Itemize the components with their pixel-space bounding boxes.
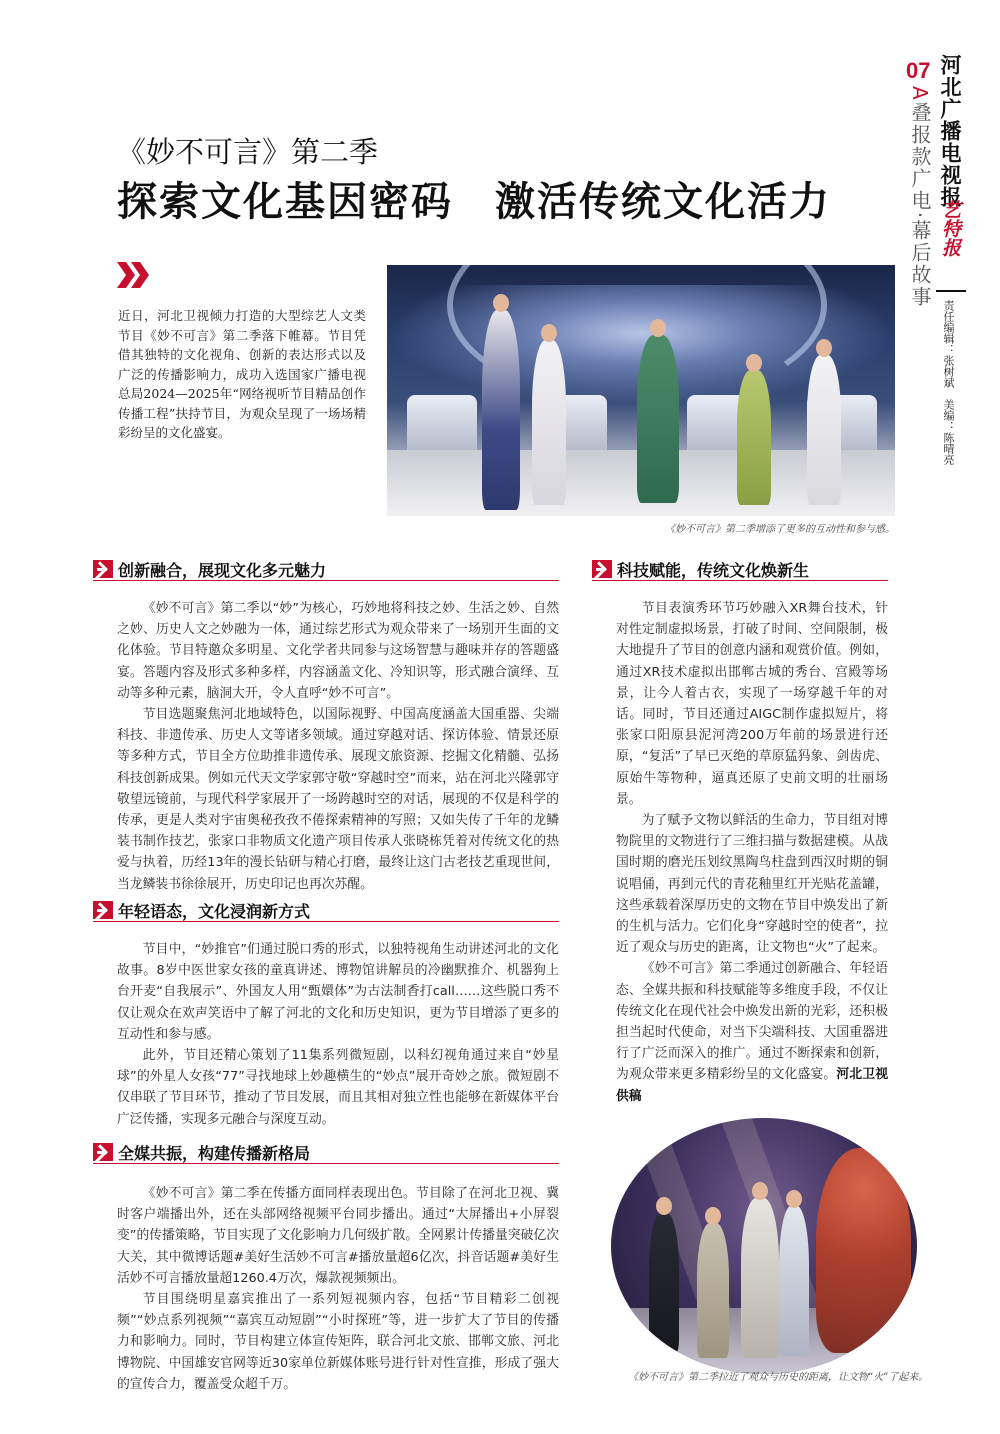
paragraph: 节目中，“妙推官”们通过脱口秀的形式，以独特视角生动讲述河北的文化故事。8岁中医世家女孩的童真讲述、博物馆讲解员的冷幽默推介、机器狗上台开麦“自我展示”、外国友人用“甄嬛体”为古法制香打call……这些脱口秀不仅让观众在欢声笑语中了解了河北的文化和历史知识，更为节目增添了更多的互动性和参与感。	[117, 942, 559, 1042]
page-number: 07	[906, 58, 931, 83]
paragraph: 节目选题聚焦河北地域特色，以国际视野、中国高度涵盖大国重器、尖端科技、非遗传承、历史人文等诸多领域。通过穿越对话、探访体验、情景还原等多种方式，节目全方位助推非遗传承、展现文旅资源、挖掘文化精髓、弘扬科技创新成果。例如元代天文学家郭守敬“穿越时空”而来，站在河北兴隆郭守敬望远镜前，与现代科学家展开了一场跨越时空的对话，展现的不仅是科学的传承，更是人类对宇宙奥秘孜孜不倦探索精神的写照；又如失传了千年的龙鳞装书制作技艺，张家口非物质文化遗产项目传承人张晓栋凭着对传统文化的热爱与执着，历经13年的漫长钻研与精心打磨，最终让这门古老技艺重现世间，当龙鳞装书徐徐展开，历史印记也再次苏醒。	[117, 707, 559, 892]
section-body-youth	[117, 939, 559, 1130]
section-heading-text: 创新融合，展现文化多元魅力	[118, 560, 327, 580]
section-heading-text: 年轻语态，文化浸润新方式	[118, 901, 311, 921]
paragraph-with-credit	[616, 958, 888, 1106]
photo-caption-bottom: 《妙不可言》第二季拉近了观众与历史的距离，让文物“火”了起来。	[628, 1372, 929, 1383]
section-body-tech	[616, 598, 888, 1107]
article-credit: 河北卫视供稿	[616, 1067, 889, 1104]
section-heading-innovation	[93, 558, 559, 580]
stage-photo-top	[387, 265, 895, 516]
section-heading-text: 科技赋能，传统文化焕新生	[617, 560, 810, 580]
section-heading-tech	[592, 558, 888, 580]
section-heading-media	[93, 1141, 559, 1163]
editors-credit: 责任编辑：张树斌 美编：陈晴亮	[942, 300, 955, 465]
masthead-rule	[936, 290, 966, 292]
paragraph: 此外，节目还精心策划了11集系列微短剧，以科幻视角通过来自“妙星球”的外星人女孩“77”寻找地球上妙趣横生的“妙点”展开奇妙之旅。微短剧不仅串联了节目环节，推动了节目发展，而且其相对独立性也能够在新媒体平台广泛传播，实现多元融合与深度互动。	[117, 1048, 559, 1127]
section-body-media	[117, 1183, 559, 1395]
column-name: 艺特报	[939, 200, 961, 257]
headline-title: 探索文化基因密码 激活传统文化活力	[117, 178, 831, 225]
headline-subtitle: 《妙不可言》第二季	[117, 135, 379, 169]
paragraph: 节目围绕明星嘉宾推出了一系列短视频内容，包括“节目精彩二创视频”“妙点系列视频”“嘉宾互动短剧”“小时探班”等，进一步扩大了节目的传播力和影响力。同时，节目构建立体宣传矩阵，联合河北文旅、邯郸文旅、河北博物院、中国雄安官网等近30家单位新媒体账号进行针对性宣推，形成了强大的宣传合力，覆盖受众超千万。	[117, 1292, 559, 1392]
arrow-marker-icon	[93, 560, 113, 578]
edition-text: 叠报款广电·幕后故事	[908, 101, 932, 309]
stage-photo-round	[611, 1118, 917, 1374]
edition-letter: A	[908, 86, 932, 102]
arrow-marker-icon	[93, 1143, 113, 1161]
paragraph-text: 《妙不可言》第二季通过创新融合、年轻语态、全媒共振和科技赋能等多维度手段，不仅让传统文化在现代社会中焕发出新的光彩，还积极担当起时代使命，对当下尖端科技、大国重器进行了广泛而深入的推广。通过不断探索和创新，为观众带来更多精彩纷呈的文化盛宴。	[616, 961, 888, 1083]
paragraph: 为了赋予文物以鲜活的生命力，节目组对博物院里的文物进行了三维扫描与数据建模。从战国时期的磨光压划纹黑陶鸟柱盘到西汉时期的铜说唱俑，再到元代的青花釉里红开光贴花盖罐，这些承载着深厚历史的文物在节目中焕发出了新的生机与活力。它们化身“穿越时空的使者”，拉近了观众与历史的距离，让文物也“火”了起来。	[616, 813, 888, 956]
paper-name: 河北广播电视报	[938, 54, 963, 208]
section-body-innovation	[117, 598, 559, 895]
lead-paragraph: 近日，河北卫视倾力打造的大型综艺人文类节目《妙不可言》第二季落下帷幕。节目凭借其独特的文化视角、创新的表达形式以及广泛的传播影响力，成功入选国家广播电视总局2024—2025年“网络视听节目精品创作传播工程”扶持节目，为观众呈现了一场场精彩纷呈的文化盛宴。	[118, 308, 366, 440]
paragraph: 节目表演秀环节巧妙融入XR舞台技术，针对性定制虚拟场景，打破了时间、空间限制，极大地提升了节目的创意内涵和观赏价值。例如，通过XR技术虚拟出邯郸古城的秀台、宫殿等场景，让今人着古衣，实现了一场穿越千年的对话。同时，节目还通过AIGC制作虚拟短片，将张家口阳原县泥河湾200万年前的场景进行还原，“复活”了早已灭绝的草原猛犸象、剑齿虎、原始牛等物种，逼真还原了史前文明的壮丽场景。	[616, 601, 888, 807]
edition-label	[906, 86, 934, 308]
section-heading-youth	[93, 899, 559, 921]
paragraph: 《妙不可言》第二季在传播方面同样表现出色。节目除了在河北卫视、冀时客户端播出外，还在头部网络视频平台同步播出。通过“大屏播出+小屏裂变”的传播策略，节目实现了文化影响力几何级扩散。全网累计传播量突破亿次大关，其中微博话题#美好生活妙不可言#播放量超6亿次，抖音话题#美好生活妙不可言播放量超1260.4万次，爆款视频频出。	[117, 1186, 559, 1286]
arrow-marker-icon	[93, 901, 113, 919]
paragraph: 《妙不可言》第二季以“妙”为核心，巧妙地将科技之妙、生活之妙、自然之妙、历史人文之妙融为一体，通过综艺形式为观众带来了一场别开生面的文化体验。节目特邀众多明星、文化学者共同参与这场智慧与趣味并存的答题盛宴。答题内容及形式多种多样，内容涵盖文化、冷知识等，形式融合演绎、互动等多种元素，脑洞大开，令人直呼“妙不可言”。	[117, 601, 559, 701]
arrow-marker-icon	[592, 560, 612, 578]
section-heading-text: 全媒共振，构建传播新格局	[118, 1143, 311, 1163]
chevron-mark-icon	[117, 262, 153, 288]
photo-caption-top: 《妙不可言》第二季增添了更多的互动性和参与感。	[665, 524, 895, 535]
